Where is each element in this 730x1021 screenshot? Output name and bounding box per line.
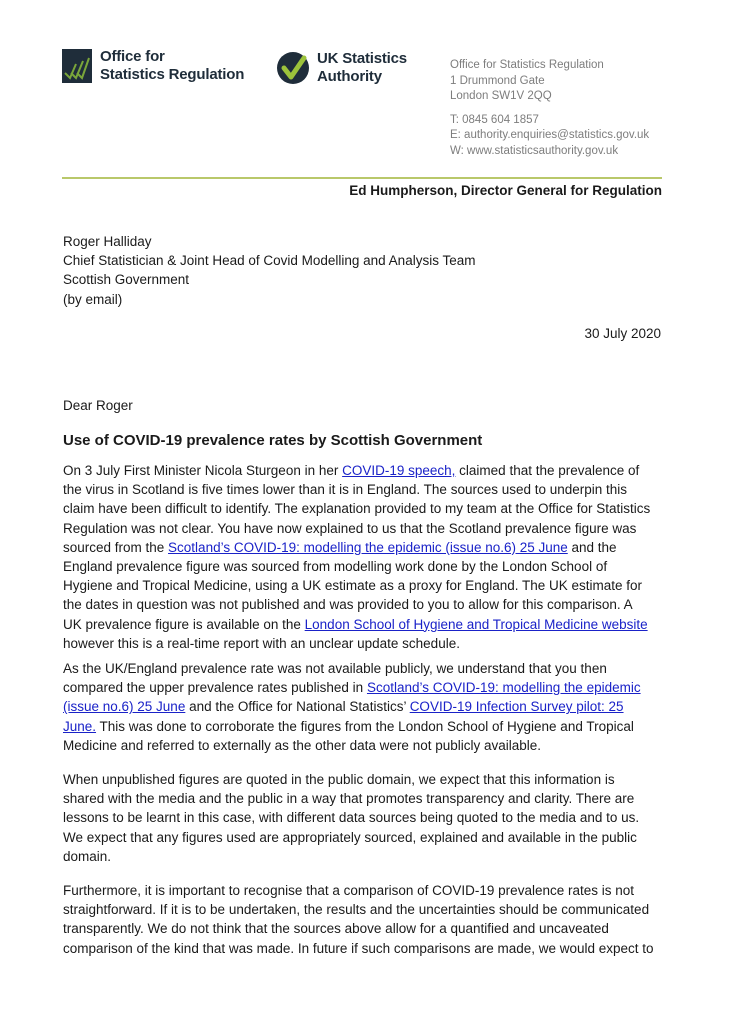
- p1-line: however this is a real-time report with an unclear update schedule.: [63, 635, 460, 651]
- p3-line: We expect that any figures used are appropriately sourced, explained and available in the public: [63, 829, 637, 845]
- p3-line: shared with the media and the public in a way that promotes transparency and clarity. There are: [63, 791, 635, 807]
- lshtm-website-link[interactable]: London School of Hygiene and Tropical Medicine website: [304, 616, 648, 632]
- uksa-logo-line1: UK Statistics: [317, 50, 407, 67]
- p2-line: As the UK/England prevalence rate was not available publicly, we understand that you then: [63, 661, 607, 676]
- salutation: Dear Roger: [63, 398, 133, 413]
- p1-text: On 3 July First Minister Nicola Sturgeon in her: [63, 463, 343, 478]
- p1-line: Regulation was not clear. You have now explained to us that the Scotland prevalence figure was: [63, 520, 637, 536]
- scotland-modelling-link[interactable]: Scotland’s COVID-19: modelling the epidemic (issue no.6) 25 June: [168, 539, 568, 555]
- uksa-logo-line2: Authority: [317, 68, 382, 85]
- recipient-title: Chief Statistician & Joint Head of Covid Modelling and Analysis Team: [63, 253, 476, 269]
- p1-line: the virus in Scotland is five times lower than it is in England. The sources used to underpin this: [63, 482, 628, 498]
- p1-text: claimed that the prevalence of: [455, 463, 640, 478]
- p1-text: and the: [567, 539, 617, 555]
- address-block: [450, 58, 649, 159]
- letter-date: 30 July 2020: [584, 326, 661, 341]
- scotland-modelling-link-2-cont[interactable]: (issue no.6) 25 June: [63, 699, 186, 715]
- p1-line: the dates in question was not published and was provided to you to allow for this comparison. A: [63, 597, 633, 613]
- p4-line: comparison of the kind that was made. In future if such comparisons are made, we would expect to: [63, 940, 654, 956]
- address-phone: T: 0845 604 1857: [450, 113, 539, 126]
- scotland-modelling-link-2[interactable]: Scotland’s COVID-19: modelling the epidemic: [366, 680, 641, 696]
- recipient-delivery: (by email): [63, 291, 123, 307]
- paragraph-3: [63, 770, 673, 866]
- p1-line: England prevalence figure was sourced from modelling work done by the London School of: [63, 559, 608, 575]
- p2-line: Medicine and referred to externally as the other data were not publicly available.: [63, 737, 542, 753]
- p3-line: When unpublished figures are quoted in the public domain, we expect that this information is: [63, 772, 615, 787]
- uksa-logo-icon: [276, 51, 310, 85]
- address-street: 1 Drummond Gate: [450, 74, 545, 87]
- p1-line: [63, 461, 673, 480]
- paragraph-1: [63, 461, 673, 653]
- p1-text: UK prevalence figure is available on the: [63, 616, 305, 632]
- p1-line: Hygiene and Tropical Medicine, using a UK estimate as a proxy for England. The UK estimate for: [63, 578, 643, 594]
- address-email: E: authority.enquiries@statistics.gov.uk: [450, 129, 650, 141]
- osr-logo-line1: Office for: [100, 48, 165, 65]
- p2-line: [63, 697, 673, 716]
- p4-line: transparently. We do not think that the sources above allow for a quantified and uncaveated: [63, 921, 609, 937]
- uksa-logo: [276, 50, 407, 86]
- ons-infection-survey-link-cont[interactable]: June.: [63, 718, 97, 734]
- osr-logo-icon: [62, 49, 92, 83]
- ons-infection-survey-link[interactable]: COVID-19 Infection Survey pilot: 25: [409, 699, 624, 715]
- covid-speech-link[interactable]: COVID-19 speech,: [342, 463, 456, 478]
- address-org: Office for Statistics Regulation: [450, 59, 604, 71]
- p2-line: [63, 717, 673, 736]
- p2-text: compared the upper prevalence rates published in: [63, 680, 367, 696]
- paragraph-4: [63, 881, 673, 958]
- p3-line: domain.: [63, 848, 112, 864]
- p1-text: sourced from the: [63, 539, 169, 555]
- p4-line: straightforward. If it is to be undertaken, the results and the uncertainties should be communicated: [63, 902, 650, 918]
- p1-line: [63, 615, 673, 634]
- address-web: W: www.statisticsauthority.gov.uk: [450, 144, 619, 157]
- osr-logo-line2: Statistics Regulation: [100, 66, 245, 83]
- p1-line: [63, 538, 673, 557]
- p1-line: claim have been difficult to identify. The explanation provided to my team at the Office for Statistics: [63, 501, 651, 517]
- p3-line: lessons to be learnt in this case, with different data sources being quoted to the media and to us.: [63, 810, 640, 826]
- recipient-name: Roger Halliday: [63, 234, 152, 249]
- director-line: Ed Humpherson, Director General for Regulation: [349, 183, 662, 198]
- p2-text: This was done to corroborate the figures from the London School of Hygiene and Tropical: [96, 718, 634, 734]
- subject-heading: Use of COVID-19 prevalence rates by Scottish Government: [63, 432, 483, 449]
- recipient-org: Scottish Government: [63, 272, 190, 288]
- recipient-block: [63, 232, 475, 309]
- paragraph-2: [63, 659, 673, 755]
- header-divider: [62, 177, 662, 179]
- p4-line: Furthermore, it is important to recognise that a comparison of COVID-19 prevalence rates is not: [63, 883, 635, 898]
- p2-line: [63, 678, 673, 697]
- osr-logo: [62, 48, 244, 84]
- address-city: London SW1V 2QQ: [450, 90, 552, 102]
- p2-text: and the Office for National Statistics’: [185, 699, 410, 715]
